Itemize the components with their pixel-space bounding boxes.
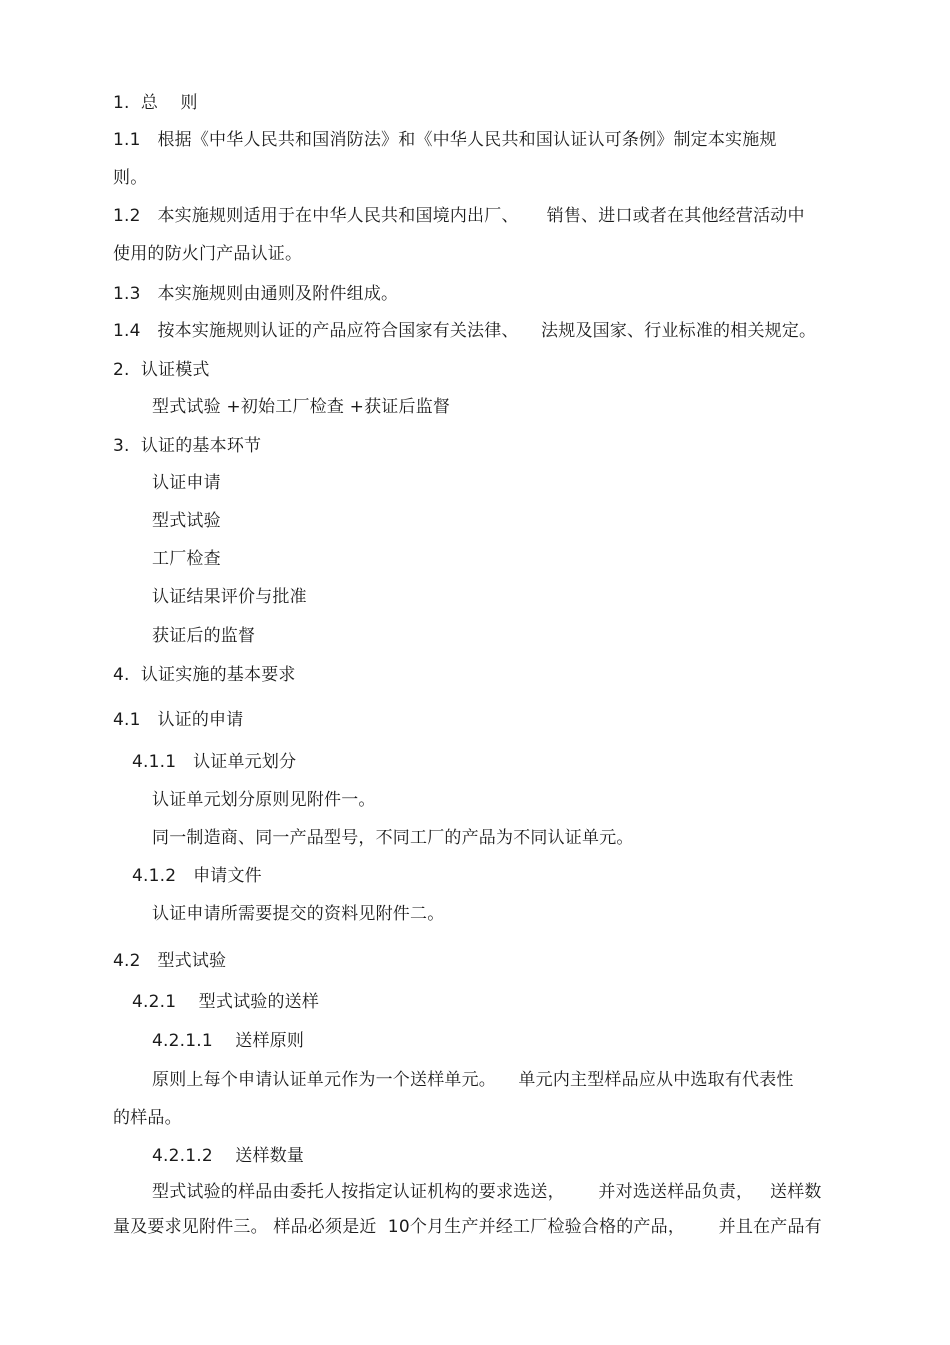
- clause-1-1: 1.1 根据《中华人民共和国消防法》和《中华人民共和国认证认可条例》制定本实施规: [113, 130, 777, 150]
- sampling-principle-cont: 的样品。: [113, 1108, 182, 1128]
- step-factory-inspection: 工厂检查: [152, 549, 221, 569]
- heading-4-2-1-2: 4.2.1.2 送样数量: [152, 1146, 305, 1166]
- step-surveillance: 获证后的监督: [152, 626, 256, 646]
- heading-4-2-1: 4.2.1 型式试验的送样: [132, 992, 320, 1012]
- heading-4-2: 4.2 型式试验: [113, 951, 227, 971]
- clause-1-3: 1.3 本实施规则由通则及附件组成。: [113, 284, 399, 304]
- sampling-quantity-cont: 量及要求见附件三。 样品必须是近 10个月生产并经工厂检验合格的产品， 并且在产品有: [113, 1217, 822, 1237]
- clause-1-4: 1.4 按本实施规则认证的产品应符合国家有关法律、 法规及国家、行业标准的相关规定。: [113, 321, 817, 341]
- sampling-principle: 原则上每个申请认证单元作为一个送样单元。 单元内主型样品应从中选取有代表性: [152, 1070, 794, 1090]
- step-evaluation: 认证结果评价与批准: [152, 587, 307, 607]
- unit-division-rule: 同一制造商、同一产品型号，不同工厂的产品为不同认证单元。: [152, 828, 634, 848]
- step-application: 认证申请: [152, 473, 221, 493]
- step-type-test: 型式试验: [152, 511, 221, 531]
- heading-1: 1. 总 则: [113, 93, 198, 113]
- application-docs-text: 认证申请所需要提交的资料见附件二。: [152, 904, 445, 924]
- heading-4: 4. 认证实施的基本要求: [113, 665, 296, 685]
- heading-4-1-2: 4.1.2 申请文件: [132, 866, 262, 886]
- heading-4-1-1: 4.1.1 认证单元划分: [132, 752, 297, 772]
- clause-1-2-cont: 使用的防火门产品认证。: [113, 244, 303, 264]
- clause-1-2: 1.2 本实施规则适用于在中华人民共和国境内出厂、 销售、进口或者在其他经营活动中: [113, 206, 805, 226]
- unit-division-text: 认证单元划分原则见附件一。: [152, 790, 376, 810]
- heading-4-1: 4.1 认证的申请: [113, 710, 244, 730]
- heading-2: 2. 认证模式: [113, 360, 210, 380]
- heading-3: 3. 认证的基本环节: [113, 436, 262, 456]
- cert-mode-text: 型式试验 +初始工厂检查 +获证后监督: [152, 397, 451, 417]
- clause-1-1-cont: 则。: [113, 168, 148, 188]
- heading-4-2-1-1: 4.2.1.1 送样原则: [152, 1031, 305, 1051]
- sampling-quantity: 型式试验的样品由委托人按指定认证机构的要求选送， 并对选送样品负责， 送样数: [152, 1182, 822, 1202]
